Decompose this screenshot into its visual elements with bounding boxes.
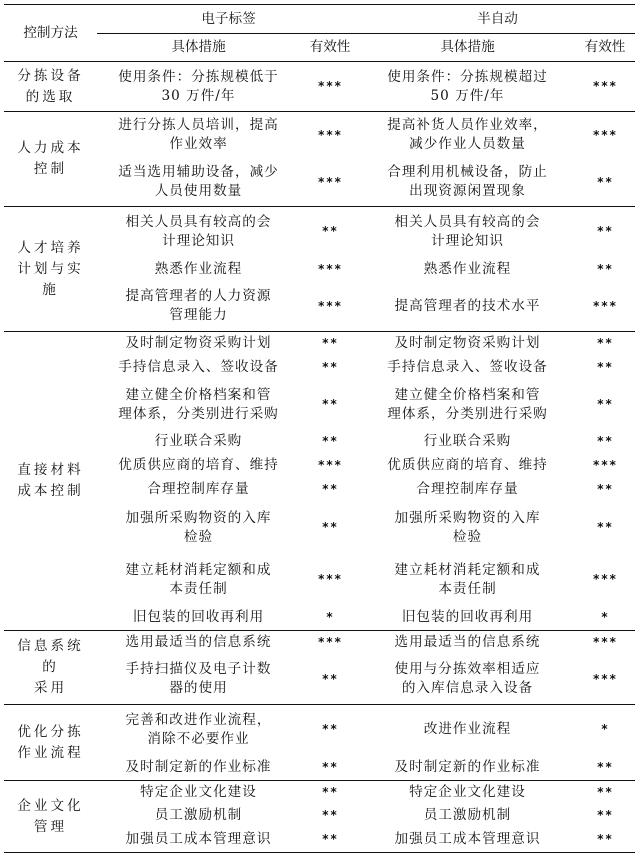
category-cell: 分拣设备 的选取 <box>4 62 97 112</box>
electronic-rating: ** <box>321 482 339 496</box>
electronic-rating: ** <box>321 360 339 374</box>
category-cell: 人才培养 计划与实 施 <box>4 207 97 332</box>
semi-auto-measure: 优质供应商的培育、维持 <box>387 457 548 473</box>
semi-auto-rating: * <box>575 705 635 755</box>
semi-auto-measure: 合理控制库存量 <box>416 481 519 497</box>
table-row <box>4 207 635 257</box>
semi-auto-measure: 选用最适当的信息系统 <box>360 631 575 655</box>
table-row <box>4 282 635 332</box>
header-measures-semi-auto: 具体措施 <box>360 34 575 62</box>
electronic-measure: 建立健全价格档案和管 理体系，分类别进行采购 <box>118 386 279 422</box>
semi-auto-rating: *** <box>592 298 618 313</box>
semi-auto-measure: 及时制定物资采购计划 <box>360 332 575 356</box>
table-body <box>4 62 635 853</box>
electronic-measure: 合理控制库存量 <box>147 481 250 497</box>
table-row <box>4 828 635 853</box>
electronic-rating: *** <box>300 112 360 159</box>
electronic-measure: 手持扫描仪及电子计数 器的使用 <box>125 661 272 697</box>
category-cell: 信息系统 的 采用 <box>4 631 97 705</box>
semi-auto-measure: 特定企业文化建设 <box>360 781 575 804</box>
table-row <box>4 781 635 804</box>
table-row <box>4 430 635 454</box>
semi-auto-rating: ** <box>596 808 614 822</box>
semi-auto-rating: *** <box>592 458 618 472</box>
electronic-measure: 进行分拣人员培训，提高 作业效率 <box>97 112 300 159</box>
semi-auto-rating: ** <box>596 482 614 496</box>
electronic-rating: ** <box>321 808 339 822</box>
category-cell: 人力成本 控制 <box>4 112 97 207</box>
table-row <box>4 112 635 159</box>
semi-auto-rating: ** <box>575 332 635 356</box>
semi-auto-rating: ** <box>575 207 635 257</box>
semi-auto-rating: ** <box>596 261 614 276</box>
category-cell: 直接材料 成本控制 <box>4 332 97 631</box>
table-row <box>4 62 635 112</box>
semi-auto-rating: ** <box>596 520 614 534</box>
electronic-measure: 适当选用辅助设备，减少 人员使用数量 <box>118 164 279 200</box>
table-row <box>4 257 635 282</box>
table-row <box>4 655 635 705</box>
semi-auto-rating: *** <box>592 671 618 686</box>
electronic-rating: * <box>325 610 335 625</box>
table-row <box>4 705 635 755</box>
electronic-measure: 选用最适当的信息系统 <box>97 631 300 655</box>
electronic-measure: 熟悉作业流程 <box>154 260 243 277</box>
electronic-rating: *** <box>300 631 360 655</box>
semi-auto-rating: *** <box>575 112 635 159</box>
semi-auto-measure: 及时制定新的作业标准 <box>394 758 541 775</box>
semi-auto-rating: ** <box>596 434 614 448</box>
electronic-rating: ** <box>321 759 339 774</box>
electronic-rating: *** <box>317 458 343 472</box>
table-row <box>4 159 635 207</box>
semi-auto-measure: 旧包装的回收再利用 <box>401 609 534 626</box>
category-cell: 优化分拣 作业流程 <box>4 705 97 781</box>
semi-auto-rating: * <box>600 610 610 625</box>
semi-auto-measure: 提高管理者的技术水平 <box>394 297 541 314</box>
table-header <box>4 5 635 62</box>
table-row <box>4 332 635 356</box>
semi-auto-measure: 合理利用机械设备，防止 出现资源闲置现象 <box>387 164 548 200</box>
semi-auto-measure: 提高补货人员作业效率， 减少作业人员数量 <box>360 112 575 159</box>
table-row <box>4 356 635 380</box>
header-electronic-label: 电子标签 <box>97 5 360 34</box>
electronic-rating: ** <box>300 207 360 257</box>
header-effectiveness-electronic: 有效性 <box>300 34 360 62</box>
electronic-rating: ** <box>300 828 360 853</box>
electronic-rating: *** <box>317 298 343 313</box>
semi-auto-measure: 加强所采购物资的入库 检验 <box>394 509 541 545</box>
electronic-measure: 优质供应商的培育、维持 <box>118 457 279 473</box>
electronic-measure: 及时制定物资采购计划 <box>97 332 300 356</box>
electronic-measure: 特定企业文化建设 <box>97 781 300 804</box>
semi-auto-rating: *** <box>592 572 618 586</box>
electronic-measure: 相关人员具有较高的会 计理论知识 <box>97 207 300 257</box>
table-row <box>4 380 635 430</box>
semi-auto-rating: ** <box>596 397 614 411</box>
header-measures-electronic: 具体措施 <box>97 34 300 62</box>
semi-auto-measure: 使用与分拣效率相适应 的入库信息录入设备 <box>394 661 541 697</box>
header-semi-auto: 半自动 <box>360 5 635 34</box>
semi-auto-rating: *** <box>575 62 635 112</box>
electronic-measure: 完善和改进作业流程， 消除不必要作业 <box>97 705 300 755</box>
semi-auto-rating: ** <box>575 828 635 853</box>
semi-auto-measure: 员工激励机制 <box>423 807 512 823</box>
header-method: 控制方法 <box>4 5 97 62</box>
semi-auto-measure: 建立耗材消耗定额和成 本责任制 <box>394 561 541 597</box>
semi-auto-measure: 手持信息录入、签收设备 <box>387 359 548 375</box>
control-methods-table <box>4 4 635 853</box>
electronic-measure: 员工激励机制 <box>154 807 243 823</box>
electronic-rating: ** <box>321 397 339 411</box>
electronic-measure: 使用条件：分拣规模低于 30 万件/年 <box>97 62 300 112</box>
semi-auto-measure: 加强员工成本管理意识 <box>360 828 575 853</box>
electronic-rating: ** <box>321 671 339 686</box>
table-row <box>4 631 635 655</box>
semi-auto-rating: *** <box>575 631 635 655</box>
electronic-rating: *** <box>317 572 343 586</box>
electronic-rating: ** <box>300 705 360 755</box>
table-row <box>4 804 635 828</box>
semi-auto-rating: ** <box>596 759 614 774</box>
electronic-rating: ** <box>321 520 339 534</box>
electronic-measure: 加强所采购物资的入库 检验 <box>125 509 272 545</box>
semi-auto-rating: ** <box>596 174 614 189</box>
semi-auto-measure: 相关人员具有较高的会 计理论知识 <box>360 207 575 257</box>
electronic-rating: ** <box>321 434 339 448</box>
semi-auto-rating: ** <box>596 360 614 374</box>
table-row <box>4 502 635 554</box>
electronic-measure: 及时制定新的作业标准 <box>125 758 272 775</box>
table-row <box>4 606 635 631</box>
semi-auto-rating: ** <box>575 781 635 804</box>
semi-auto-measure: 使用条件：分拣规模超过 50 万件/年 <box>360 62 575 112</box>
electronic-measure: 提高管理者的人力资源 管理能力 <box>125 288 272 324</box>
header-effectiveness-semi-auto: 有效性 <box>575 34 635 62</box>
electronic-measure: 加强员工成本管理意识 <box>97 828 300 853</box>
table-row <box>4 478 635 502</box>
table-row <box>4 755 635 781</box>
table-row <box>4 454 635 478</box>
table-row <box>4 554 635 606</box>
semi-auto-measure: 改进作业流程 <box>360 705 575 755</box>
electronic-measure: 建立耗材消耗定额和成 本责任制 <box>125 561 272 597</box>
electronic-rating: *** <box>317 174 343 189</box>
electronic-rating: *** <box>300 62 360 112</box>
electronic-rating: *** <box>317 261 343 276</box>
electronic-measure: 旧包装的回收再利用 <box>132 609 265 626</box>
electronic-measure: 行业联合采购 <box>154 433 243 449</box>
electronic-rating: ** <box>300 781 360 804</box>
semi-auto-measure: 建立健全价格档案和管 理体系，分类别进行采购 <box>387 386 548 422</box>
semi-auto-measure: 行业联合采购 <box>423 433 512 449</box>
semi-auto-measure: 熟悉作业流程 <box>423 260 512 277</box>
category-cell: 企业文化 管理 <box>4 781 97 853</box>
electronic-measure: 手持信息录入、签收设备 <box>118 359 279 375</box>
electronic-rating: ** <box>300 332 360 356</box>
